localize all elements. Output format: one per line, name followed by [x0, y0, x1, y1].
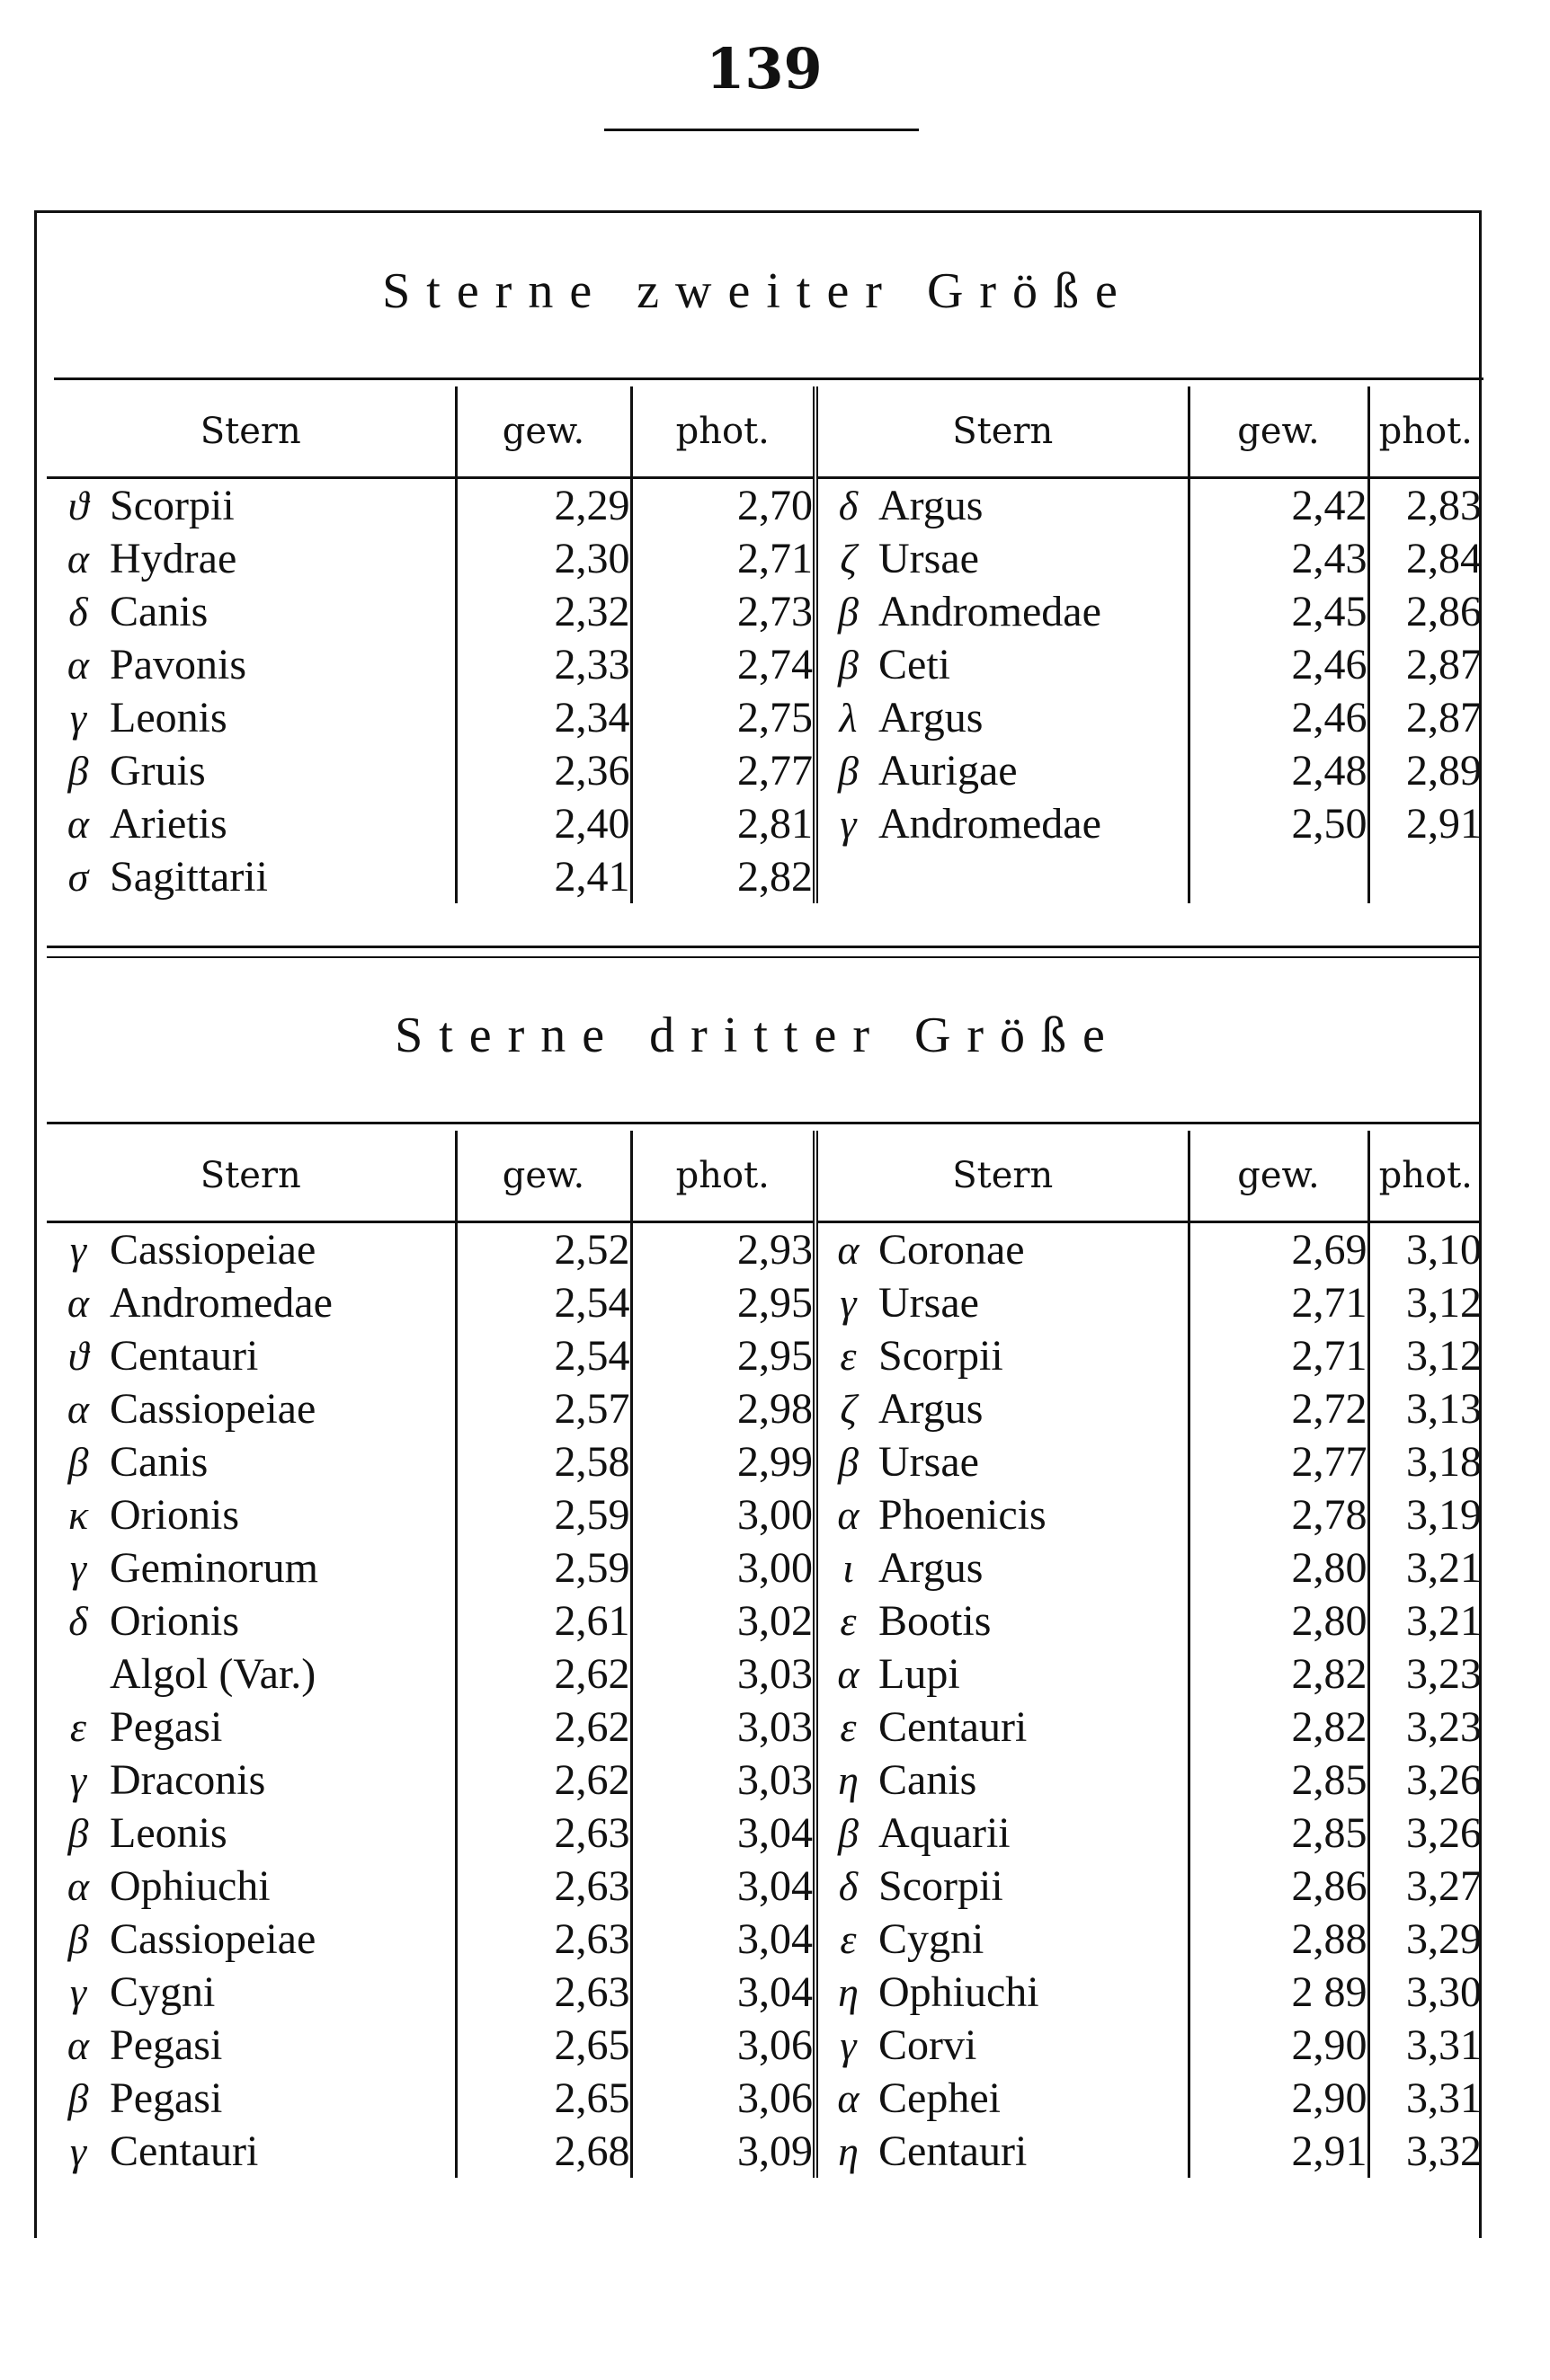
magnitude-gew: 2,88 — [1189, 1913, 1368, 1966]
star-name: Draconis — [110, 1754, 456, 1807]
star-greek-letter: γ — [69, 1545, 87, 1591]
magnitude-gew: 2,36 — [456, 744, 631, 797]
magnitude-phot: 3,23 — [1406, 1650, 1482, 1698]
magnitude-gew: 2,59 — [456, 1541, 631, 1594]
magnitude-phot: 3,04 — [631, 1913, 815, 1966]
magnitude-phot: 2,84 — [1406, 535, 1482, 582]
star-greek-letter: ε — [69, 1704, 87, 1750]
column-header-gew: gew. — [456, 1131, 631, 1222]
magnitude-gew: 2,50 — [1189, 797, 1368, 850]
star-name: Cephei — [878, 2072, 1189, 2125]
page-number-rule — [604, 129, 919, 131]
table-row — [47, 585, 1482, 638]
column-header-star: Stern — [815, 1131, 1189, 1222]
table-row — [47, 2072, 1482, 2125]
magnitude-gew: 2,80 — [1189, 1594, 1368, 1647]
star-name: Andromedae — [878, 797, 1189, 850]
magnitude-phot: 3,26 — [1406, 1756, 1482, 1804]
magnitude-gew: 2,48 — [1189, 744, 1368, 797]
magnitude-gew: 2,85 — [1189, 1754, 1368, 1807]
star-name: Andromedae — [110, 1276, 456, 1329]
magnitude-gew: 2,54 — [456, 1329, 631, 1382]
magnitude-phot: 3,32 — [1406, 2127, 1482, 2175]
magnitude-phot: 3,03 — [631, 1701, 815, 1754]
magnitude-gew: 2,90 — [1189, 2072, 1368, 2125]
star-greek-letter: α — [67, 536, 90, 582]
column-header-star: Stern — [47, 1131, 456, 1222]
star-greek-letter: α — [67, 1863, 90, 1909]
magnitude-phot: 3,04 — [631, 1807, 815, 1860]
magnitude-phot: 2,70 — [631, 478, 815, 533]
magnitude-phot: 3,03 — [631, 1647, 815, 1701]
star-name — [878, 850, 1189, 903]
star-name: Bootis — [878, 1594, 1189, 1647]
table-row — [47, 1807, 1482, 1860]
magnitude-phot: 3,06 — [631, 2019, 815, 2072]
star-greek-letter: ϑ — [67, 1333, 89, 1379]
star-name: Algol (Var.) — [110, 1647, 456, 1701]
magnitude-phot: 3,04 — [631, 1966, 815, 2019]
magnitude-gew: 2,30 — [456, 532, 631, 585]
magnitude-gew: 2,52 — [456, 1222, 631, 1277]
magnitude-gew: 2,63 — [456, 1913, 631, 1966]
star-name: Aquarii — [878, 1807, 1189, 1860]
magnitude-phot: 2,74 — [631, 638, 815, 691]
star-name: Canis — [878, 1754, 1189, 1807]
magnitude-phot: 3,31 — [1406, 2021, 1482, 2069]
magnitude-gew: 2,62 — [456, 1754, 631, 1807]
magnitude-phot: 2,87 — [1406, 641, 1482, 688]
star-name: Leonis — [110, 691, 456, 744]
magnitude-gew — [1189, 850, 1368, 903]
magnitude-phot: 2,89 — [1406, 747, 1482, 795]
table-row — [47, 797, 1482, 850]
magnitude-phot: 3,03 — [631, 1754, 815, 1807]
magnitude-phot: 2,82 — [631, 850, 815, 903]
magnitude-phot: 3,27 — [1406, 1862, 1482, 1910]
magnitude-phot: 3,12 — [1406, 1332, 1482, 1380]
table-row — [47, 1488, 1482, 1541]
magnitude-gew: 2,78 — [1189, 1488, 1368, 1541]
star-greek-letter: η — [838, 2128, 859, 2174]
star-greek-letter: β — [67, 2075, 89, 2121]
table-row — [47, 691, 1482, 744]
star-greek-letter: β — [838, 1810, 859, 1856]
star-name: Cassiopeiae — [110, 1222, 456, 1277]
star-name: Orionis — [110, 1488, 456, 1541]
magnitude-phot: 3,29 — [1406, 1915, 1482, 1963]
table-row — [47, 1754, 1482, 1807]
star-name: Scorpii — [110, 478, 456, 533]
magnitude-phot: 2,75 — [631, 691, 815, 744]
star-name: Geminorum — [110, 1541, 456, 1594]
star-greek-letter: α — [837, 1492, 860, 1538]
star-greek-letter: β — [67, 1810, 89, 1856]
magnitude-phot: 3,26 — [1406, 1809, 1482, 1857]
star-greek-letter: β — [838, 748, 859, 794]
section-heading-second: Sterne zweiter Größe — [382, 263, 1134, 319]
table-row — [47, 2125, 1482, 2178]
table-row — [47, 2019, 1482, 2072]
table-row — [47, 478, 1482, 533]
star-name: Orionis — [110, 1594, 456, 1647]
star-greek-letter: σ — [67, 854, 89, 900]
star-greek-letter: δ — [838, 483, 859, 528]
magnitude-phot: 3,13 — [1406, 1385, 1482, 1433]
star-name: Andromedae — [878, 585, 1189, 638]
table-row — [47, 532, 1482, 585]
magnitude-gew: 2,41 — [456, 850, 631, 903]
magnitude-gew: 2,63 — [456, 1966, 631, 2019]
magnitude-phot: 3,23 — [1406, 1703, 1482, 1751]
magnitude-gew: 2,61 — [456, 1594, 631, 1647]
table-row — [47, 1594, 1482, 1647]
star-greek-letter: γ — [69, 2128, 87, 2174]
magnitude-gew: 2,72 — [1189, 1382, 1368, 1435]
star-greek-letter: α — [67, 801, 90, 847]
magnitude-phot: 2,73 — [631, 585, 815, 638]
column-header-gew: gew. — [1189, 386, 1368, 478]
star-name: Cassiopeiae — [110, 1382, 456, 1435]
star-name: Pegasi — [110, 2019, 456, 2072]
magnitude-gew: 2,46 — [1189, 638, 1368, 691]
star-greek-letter: γ — [840, 2022, 857, 2068]
star-greek-letter: γ — [840, 1280, 857, 1326]
magnitude-phot: 3,02 — [631, 1594, 815, 1647]
star-name: Sagittarii — [110, 850, 456, 903]
column-header-star: Stern — [47, 386, 456, 478]
table-header-row — [47, 386, 1482, 478]
magnitude-gew: 2,33 — [456, 638, 631, 691]
magnitude-gew: 2,57 — [456, 1382, 631, 1435]
star-greek-letter: ζ — [840, 1386, 857, 1432]
magnitude-gew: 2 89 — [1189, 1966, 1368, 2019]
star-greek-letter: β — [838, 589, 859, 635]
table-row — [47, 1382, 1482, 1435]
magnitude-phot: 2,81 — [631, 797, 815, 850]
magnitude-phot: 3,12 — [1406, 1279, 1482, 1327]
magnitude-gew: 2,59 — [456, 1488, 631, 1541]
magnitude-phot: 3,00 — [631, 1488, 815, 1541]
stars-table-third — [47, 1131, 1482, 2178]
star-name: Gruis — [110, 744, 456, 797]
magnitude-phot: 2,95 — [631, 1276, 815, 1329]
table-row — [47, 1329, 1482, 1382]
heading-rule — [54, 377, 1483, 380]
star-name: Ursae — [878, 532, 1189, 585]
stars-table-second — [47, 386, 1482, 903]
magnitude-phot: 3,10 — [1406, 1226, 1482, 1274]
magnitude-gew: 2,65 — [456, 2019, 631, 2072]
page-number: 139 — [706, 36, 823, 102]
magnitude-phot: 2,91 — [1406, 800, 1482, 848]
magnitude-gew: 2,43 — [1189, 532, 1368, 585]
table-body — [47, 478, 1482, 904]
star-greek-letter: γ — [69, 1969, 87, 2015]
star-greek-letter: ε — [840, 1598, 857, 1644]
star-name: Argus — [878, 1541, 1189, 1594]
star-greek-letter: α — [67, 1386, 90, 1432]
star-name: Cygni — [110, 1966, 456, 2019]
star-greek-letter: η — [838, 1757, 859, 1803]
star-greek-letter: α — [67, 2022, 90, 2068]
star-greek-letter: β — [67, 1439, 89, 1485]
magnitude-gew: 2,45 — [1189, 585, 1368, 638]
magnitude-phot: 2,86 — [1406, 588, 1482, 635]
star-greek-letter: ε — [840, 1333, 857, 1379]
star-greek-letter: ε — [840, 1916, 857, 1962]
table-row — [47, 1647, 1482, 1701]
magnitude-phot: 2,87 — [1406, 694, 1482, 742]
star-name: Arietis — [110, 797, 456, 850]
magnitude-gew: 2,71 — [1189, 1276, 1368, 1329]
star-greek-letter: γ — [69, 695, 87, 741]
star-name: Centauri — [110, 1329, 456, 1382]
magnitude-gew: 2,46 — [1189, 691, 1368, 744]
star-greek-letter: γ — [840, 801, 857, 847]
section-heading-third: Sterne dritter Größe — [395, 1008, 1121, 1063]
magnitude-phot: 3,21 — [1406, 1544, 1482, 1592]
magnitude-gew: 2,62 — [456, 1701, 631, 1754]
magnitude-phot: 3,19 — [1406, 1491, 1482, 1539]
column-header-phot: phot. — [631, 1131, 815, 1222]
star-greek-letter: β — [838, 642, 859, 688]
star-greek-letter — [47, 1647, 110, 1701]
star-name: Argus — [878, 691, 1189, 744]
table-row — [47, 1435, 1482, 1488]
star-greek-letter: δ — [838, 1863, 859, 1909]
star-greek-letter: γ — [69, 1227, 87, 1273]
magnitude-gew: 2,32 — [456, 585, 631, 638]
magnitude-gew: 2,80 — [1189, 1541, 1368, 1594]
magnitude-gew: 2,65 — [456, 2072, 631, 2125]
magnitude-phot: 2,93 — [631, 1222, 815, 1277]
magnitude-gew: 2,63 — [456, 1860, 631, 1913]
star-name: Ursae — [878, 1276, 1189, 1329]
heading-rule — [47, 1122, 1482, 1124]
table-row — [47, 850, 1482, 903]
section-divider-rule — [47, 946, 1482, 948]
star-greek-letter: α — [837, 2075, 860, 2121]
star-greek-letter: ε — [840, 1704, 857, 1750]
magnitude-gew: 2,40 — [456, 797, 631, 850]
magnitude-gew: 2,85 — [1189, 1807, 1368, 1860]
magnitude-gew: 2,58 — [456, 1435, 631, 1488]
star-name: Ophiuchi — [878, 1966, 1189, 2019]
star-greek-letter: κ — [67, 1492, 89, 1538]
magnitude-phot: 2,83 — [1406, 482, 1482, 529]
star-greek-letter: α — [67, 1280, 90, 1326]
star-name: Argus — [878, 1382, 1189, 1435]
table-body — [47, 1222, 1482, 2179]
star-name: Centauri — [878, 2125, 1189, 2178]
section-divider-rule — [47, 956, 1482, 958]
star-greek-letter — [815, 850, 878, 903]
star-name: Ursae — [878, 1435, 1189, 1488]
column-header-star: Stern — [815, 386, 1189, 478]
table-row — [47, 1222, 1482, 1277]
magnitude-phot: 3,21 — [1406, 1597, 1482, 1645]
star-greek-letter: ι — [842, 1545, 854, 1591]
magnitude-gew: 2,69 — [1189, 1222, 1368, 1277]
column-header-gew: gew. — [456, 386, 631, 478]
star-greek-letter: δ — [68, 1598, 88, 1644]
magnitude-phot: 2,71 — [631, 532, 815, 585]
magnitude-phot: 3,06 — [631, 2072, 815, 2125]
magnitude-phot: 3,09 — [631, 2125, 815, 2178]
star-name: Canis — [110, 585, 456, 638]
star-name: Scorpii — [878, 1860, 1189, 1913]
star-greek-letter: α — [837, 1651, 860, 1697]
column-header-phot: phot. — [631, 386, 815, 478]
magnitude-phot: 2,95 — [631, 1329, 815, 1382]
star-greek-letter: β — [67, 1916, 89, 1962]
star-name: Leonis — [110, 1807, 456, 1860]
star-name: Canis — [110, 1435, 456, 1488]
star-name: Centauri — [110, 2125, 456, 2178]
column-header-gew: gew. — [1189, 1131, 1368, 1222]
magnitude-gew: 2,29 — [456, 478, 631, 533]
magnitude-gew: 2,62 — [456, 1647, 631, 1701]
magnitude-phot: 3,00 — [631, 1541, 815, 1594]
table-row — [47, 744, 1482, 797]
star-greek-letter: ϑ — [67, 483, 89, 528]
magnitude-phot: 3,18 — [1406, 1438, 1482, 1486]
star-name: Scorpii — [878, 1329, 1189, 1382]
star-greek-letter: β — [838, 1439, 859, 1485]
magnitude-phot: 3,30 — [1406, 1968, 1482, 2016]
magnitude-gew: 2,63 — [456, 1807, 631, 1860]
star-name: Lupi — [878, 1647, 1189, 1701]
star-name: Cassiopeiae — [110, 1913, 456, 1966]
table-header-row — [47, 1131, 1482, 1222]
magnitude-gew: 2,91 — [1189, 2125, 1368, 2178]
column-header-phot: phot. — [1368, 386, 1482, 478]
star-name: Hydrae — [110, 532, 456, 585]
star-name: Cygni — [878, 1913, 1189, 1966]
table-row — [47, 1701, 1482, 1754]
star-greek-letter: δ — [68, 589, 88, 635]
table-row — [47, 1966, 1482, 2019]
star-greek-letter: ζ — [840, 536, 857, 582]
table-row — [47, 638, 1482, 691]
star-name: Corvi — [878, 2019, 1189, 2072]
star-name: Pegasi — [110, 1701, 456, 1754]
star-name: Pavonis — [110, 638, 456, 691]
magnitude-gew: 2,68 — [456, 2125, 631, 2178]
magnitude-gew: 2,42 — [1189, 478, 1368, 533]
table-row — [47, 1276, 1482, 1329]
star-name: Coronae — [878, 1222, 1189, 1277]
star-name: Pegasi — [110, 2072, 456, 2125]
star-greek-letter: γ — [69, 1757, 87, 1803]
star-name: Aurigae — [878, 744, 1189, 797]
star-name: Ophiuchi — [110, 1860, 456, 1913]
magnitude-gew: 2,54 — [456, 1276, 631, 1329]
star-name: Argus — [878, 478, 1189, 533]
magnitude-phot: 3,31 — [1406, 2074, 1482, 2122]
magnitude-phot — [1368, 850, 1482, 903]
table-row — [47, 1541, 1482, 1594]
magnitude-phot: 2,99 — [631, 1435, 815, 1488]
column-header-phot: phot. — [1368, 1131, 1482, 1222]
magnitude-gew: 2,34 — [456, 691, 631, 744]
star-name: Ceti — [878, 638, 1189, 691]
magnitude-phot: 2,77 — [631, 744, 815, 797]
star-name: Centauri — [878, 1701, 1189, 1754]
magnitude-gew: 2,82 — [1189, 1701, 1368, 1754]
star-greek-letter: λ — [839, 695, 858, 741]
magnitude-gew: 2,90 — [1189, 2019, 1368, 2072]
table-row — [47, 1860, 1482, 1913]
magnitude-gew: 2,86 — [1189, 1860, 1368, 1913]
magnitude-gew: 2,71 — [1189, 1329, 1368, 1382]
star-greek-letter: α — [67, 642, 90, 688]
star-greek-letter: α — [837, 1227, 860, 1273]
magnitude-gew: 2,77 — [1189, 1435, 1368, 1488]
magnitude-gew: 2,82 — [1189, 1647, 1368, 1701]
star-greek-letter: β — [67, 748, 89, 794]
magnitude-phot: 2,98 — [631, 1382, 815, 1435]
magnitude-phot: 3,04 — [631, 1860, 815, 1913]
star-greek-letter: η — [838, 1969, 859, 2015]
star-name: Phoenicis — [878, 1488, 1189, 1541]
table-row — [47, 1913, 1482, 1966]
